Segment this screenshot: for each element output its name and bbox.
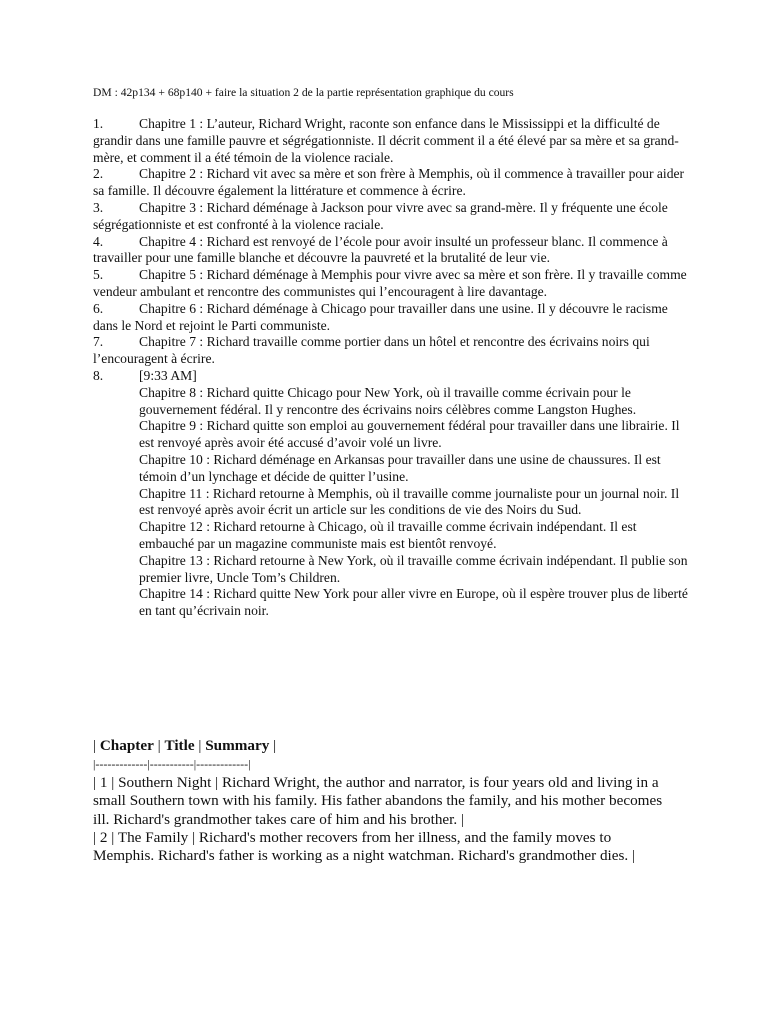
- markdown-table: [93, 737, 663, 866]
- cell-chapter: 2: [99, 829, 108, 847]
- list-item: [93, 166, 693, 200]
- item-text: Chapitre 1 : L’auteur, Richard Wright, raconte son enfance dans le Mississippi et la difficulté de grandir dans une famille pauvre et ségrégationniste. Il décrit comment il a été élevé par sa mère et sa grand-mère, et comment il a été témoin de la violence raciale.: [93, 116, 679, 165]
- list-item: [93, 334, 693, 368]
- sub-chapter-text: Chapitre 11 : Richard retourne à Memphis, où il travaille comme journaliste pour un journal noir. Il est renvoyé après avoir écrit un article sur les conditions de vie des Noirs du Sud.: [139, 485, 680, 518]
- item-text: Chapitre 7 : Richard travaille comme portier dans un hôtel et rencontre des écrivains noirs qui l’encouragent à écrire.: [93, 334, 650, 367]
- table-separator: |-------------|-----------|-------------|: [93, 757, 251, 772]
- sub-chapter-text: Chapitre 13 : Richard retourne à New York, où il travaille comme écrivain indépendant. Il publie son premier livre, Uncle Tom’s Children.: [139, 552, 688, 585]
- sub-chapter-text: Chapitre 8 : Richard quitte Chicago pour New York, où il travaille comme écrivain pour le gouvernement fédéral. Il y rencontre des écrivains noirs célèbres comme Langston Hughes.: [139, 384, 637, 417]
- item-number: 8.: [93, 367, 104, 383]
- item-text: Chapitre 2 : Richard vit avec sa mère et son frère à Memphis, où il commence à travailler pour aider sa famille. Il découvre également la littérature et commence à écrire.: [93, 166, 685, 199]
- cell-summary: Richard Wright, the author and narrator, is four years old and living in a small Southern town with his family. His father abandons the family, and his mother becomes ill. Richard's grandmother takes care of him and his brother.: [93, 773, 663, 828]
- list-item: [93, 116, 693, 166]
- item-text: Chapitre 6 : Richard déménage à Chicago pour travailler dans une usine. Il y découvre le racisme dans le Nord et rejoint le Parti communiste.: [93, 300, 668, 333]
- list-item: [93, 368, 693, 385]
- item-number: 5.: [93, 267, 104, 283]
- timestamp: [9:33 AM]: [139, 367, 197, 383]
- list-item: [93, 267, 693, 301]
- table-row: | 2 | The Family | Richard's mother recovers from her illness, and the family moves to Memphis. Richard's father is working as a night watchman. Richard's grandmother dies. |: [93, 829, 636, 865]
- cell-summary: Richard's mother recovers from her illness, and the family moves to Memphis. Richard's father is working as a night watchman. Richard's grandmother dies.: [93, 829, 629, 865]
- table-header-row: | Chapter | Title | Summary |: [93, 737, 277, 754]
- item-number: 7.: [93, 334, 104, 350]
- item-number: 4.: [93, 233, 104, 249]
- item-text: Chapitre 5 : Richard déménage à Memphis pour vivre avec sa mère et son frère. Il y travaille comme vendeur ambulant et rencontre des communistes qui l’encouragent à lire davantage.: [93, 267, 687, 299]
- header-chapter: Chapter: [99, 737, 154, 754]
- sub-chapter-text: Chapitre 10 : Richard déménage en Arkansas pour travailler dans une usine de chaussures. Il est témoin d’un lynchage et décide de quitter l’usine.: [139, 451, 661, 484]
- sub-chapter-text: Chapitre 14 : Richard quitte New York pour aller vivre en Europe, où il espère trouver plus de liberté en tant qu’écrivain noir.: [139, 586, 688, 619]
- list-item: [93, 234, 693, 268]
- sub-chapter-text: Chapitre 12 : Richard retourne à Chicago, où il travaille comme écrivain indépendant. Il est embauché par un magazine communiste mais est bientôt renvoyé.: [139, 519, 637, 551]
- assignment-header: DM : 42p134 + 68p140 + faire la situation 2 de la partie représentation graphique du cours: [93, 86, 514, 99]
- item-text: Chapitre 4 : Richard est renvoyé de l’école pour avoir insulté un professeur blanc. Il commence à travailler pour une famille blanche et découvre la pauvreté et la brutalité de leur vie.: [93, 233, 668, 266]
- item-number: 3.: [93, 199, 104, 215]
- sub-chapter-list: [139, 385, 693, 620]
- item-number: 1.: [93, 116, 104, 131]
- list-item: [93, 301, 693, 335]
- chapter-list-fr: [93, 116, 693, 620]
- list-item: [93, 200, 693, 234]
- cell-title: Southern Night: [118, 773, 212, 791]
- item-number: 2.: [93, 166, 104, 182]
- cell-chapter: 1: [99, 773, 108, 791]
- sub-chapter-text: Chapitre 9 : Richard quitte son emploi au gouvernement fédéral pour travailler dans une librairie. Il est renvoyé après avoir été accusé d’avoir volé un livre.: [139, 418, 680, 451]
- header-summary: Summary: [205, 737, 270, 754]
- item-text: Chapitre 3 : Richard déménage à Jackson pour vivre avec sa grand-mère. Il y fréquente une école ségrégationniste et est confronté à la violence raciale.: [93, 199, 668, 232]
- table-row: | 1 | Southern Night | Richard Wright, the author and narrator, is four years old and living in a small Southern town with his family. His father abandons the family, and his mother becomes ill. Richard's grandmother takes care of him and his brother. |: [93, 773, 663, 828]
- header-title: Title: [164, 737, 195, 754]
- item-number: 6.: [93, 300, 104, 316]
- cell-title: The Family: [117, 829, 189, 847]
